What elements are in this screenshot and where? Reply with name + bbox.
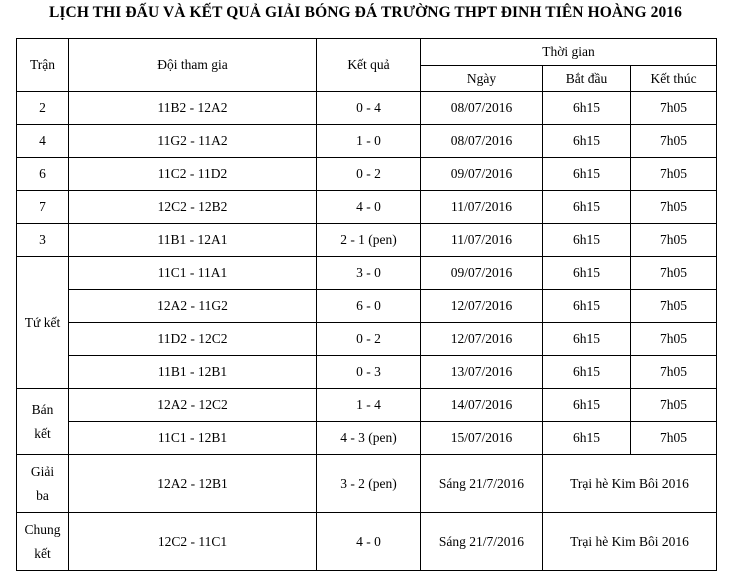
cell-start: 6h15 xyxy=(543,92,631,125)
cell-start: 6h15 xyxy=(543,191,631,224)
group-label-line: Bán xyxy=(31,401,54,417)
cell-teams: 12A2 - 11G2 xyxy=(69,290,317,323)
cell-date: Sáng 21/7/2016 xyxy=(421,455,543,513)
cell-round: 7 xyxy=(17,191,69,224)
cell-end: 7h05 xyxy=(631,125,717,158)
table-row xyxy=(17,290,717,323)
table-row xyxy=(17,92,717,125)
cell-round: 2 xyxy=(17,92,69,125)
cell-date: 09/07/2016 xyxy=(421,158,543,191)
cell-end: 7h05 xyxy=(631,92,717,125)
cell-result: 0 - 4 xyxy=(317,92,421,125)
cell-end: 7h05 xyxy=(631,389,717,422)
cell-teams: 12A2 - 12C2 xyxy=(69,389,317,422)
cell-start: 6h15 xyxy=(543,224,631,257)
table-row xyxy=(17,224,717,257)
cell-end: 7h05 xyxy=(631,158,717,191)
cell-start: 6h15 xyxy=(543,158,631,191)
group-label-line: kết xyxy=(34,425,51,441)
cell-venue: Trại hè Kim Bôi 2016 xyxy=(543,513,717,571)
cell-end: 7h05 xyxy=(631,323,717,356)
cell-teams: 12A2 - 12B1 xyxy=(69,455,317,513)
cell-teams: 11C2 - 11D2 xyxy=(69,158,317,191)
cell-teams: 11B1 - 12A1 xyxy=(69,224,317,257)
cell-teams: 11D2 - 12C2 xyxy=(69,323,317,356)
cell-result: 1 - 4 xyxy=(317,389,421,422)
cell-date: 13/07/2016 xyxy=(421,356,543,389)
table-row xyxy=(17,356,717,389)
cell-result: 0 - 2 xyxy=(317,158,421,191)
header-start: Bắt đầu xyxy=(543,66,631,92)
header-teams: Đội tham gia xyxy=(69,39,317,92)
cell-teams: 11B1 - 12B1 xyxy=(69,356,317,389)
cell-result: 2 - 1 (pen) xyxy=(317,224,421,257)
cell-date: 14/07/2016 xyxy=(421,389,543,422)
cell-result: 3 - 2 (pen) xyxy=(317,455,421,513)
group-label-quarterfinal: Tứ kết xyxy=(17,257,69,389)
table-row xyxy=(17,257,717,290)
cell-result: 0 - 2 xyxy=(317,323,421,356)
group-label-line: Chung xyxy=(24,521,61,537)
cell-date: 15/07/2016 xyxy=(421,422,543,455)
cell-date: Sáng 21/7/2016 xyxy=(421,513,543,571)
cell-result: 3 - 0 xyxy=(317,257,421,290)
cell-result: 1 - 0 xyxy=(317,125,421,158)
cell-teams: 11C1 - 12B1 xyxy=(69,422,317,455)
cell-venue: Trại hè Kim Bôi 2016 xyxy=(543,455,717,513)
cell-result: 0 - 3 xyxy=(317,356,421,389)
header-date: Ngày xyxy=(421,66,543,92)
cell-teams: 11B2 - 12A2 xyxy=(69,92,317,125)
table-row xyxy=(17,158,717,191)
group-label-final xyxy=(17,513,69,571)
cell-round: 3 xyxy=(17,224,69,257)
cell-date: 11/07/2016 xyxy=(421,191,543,224)
cell-round: 6 xyxy=(17,158,69,191)
cell-end: 7h05 xyxy=(631,422,717,455)
group-label-line: Giải xyxy=(30,463,55,479)
header-row xyxy=(17,39,717,66)
cell-result: 4 - 0 xyxy=(317,513,421,571)
cell-end: 7h05 xyxy=(631,356,717,389)
header-result: Kết quả xyxy=(317,39,421,92)
header-round: Trận xyxy=(17,39,69,92)
cell-teams: 11C1 - 11A1 xyxy=(69,257,317,290)
cell-end: 7h05 xyxy=(631,191,717,224)
cell-start: 6h15 xyxy=(543,257,631,290)
group-label-line: kết xyxy=(34,545,51,561)
table-row xyxy=(17,191,717,224)
cell-start: 6h15 xyxy=(543,356,631,389)
cell-date: 08/07/2016 xyxy=(421,125,543,158)
cell-end: 7h05 xyxy=(631,290,717,323)
cell-start: 6h15 xyxy=(543,422,631,455)
cell-end: 7h05 xyxy=(631,257,717,290)
page-title: LỊCH THI ĐẤU VÀ KẾT QUẢ GIẢI BÓNG ĐÁ TRƯỜNG THPT ĐINH TIÊN HOÀNG 2016 xyxy=(48,4,683,21)
cell-start: 6h15 xyxy=(543,290,631,323)
cell-result: 4 - 3 (pen) xyxy=(317,422,421,455)
table-row xyxy=(17,389,717,422)
cell-teams: 12C2 - 12B2 xyxy=(69,191,317,224)
cell-teams: 12C2 - 11C1 xyxy=(69,513,317,571)
cell-result: 6 - 0 xyxy=(317,290,421,323)
cell-start: 6h15 xyxy=(543,389,631,422)
group-label-third-place xyxy=(17,455,69,513)
table-row xyxy=(17,422,717,455)
table-row xyxy=(17,323,717,356)
table-row xyxy=(17,455,717,513)
cell-date: 08/07/2016 xyxy=(421,92,543,125)
schedule-table xyxy=(16,38,717,571)
cell-teams: 11G2 - 11A2 xyxy=(69,125,317,158)
table-row xyxy=(17,513,717,571)
table-row xyxy=(17,125,717,158)
cell-result: 4 - 0 xyxy=(317,191,421,224)
cell-date: 12/07/2016 xyxy=(421,290,543,323)
header-end: Kết thúc xyxy=(631,66,717,92)
cell-start: 6h15 xyxy=(543,125,631,158)
cell-round: 4 xyxy=(17,125,69,158)
cell-date: 09/07/2016 xyxy=(421,257,543,290)
cell-end: 7h05 xyxy=(631,224,717,257)
group-label-semifinal xyxy=(17,389,69,455)
group-label-line: ba xyxy=(36,487,49,503)
cell-date: 11/07/2016 xyxy=(421,224,543,257)
cell-date: 12/07/2016 xyxy=(421,323,543,356)
cell-start: 6h15 xyxy=(543,323,631,356)
header-time: Thời gian xyxy=(421,39,717,66)
